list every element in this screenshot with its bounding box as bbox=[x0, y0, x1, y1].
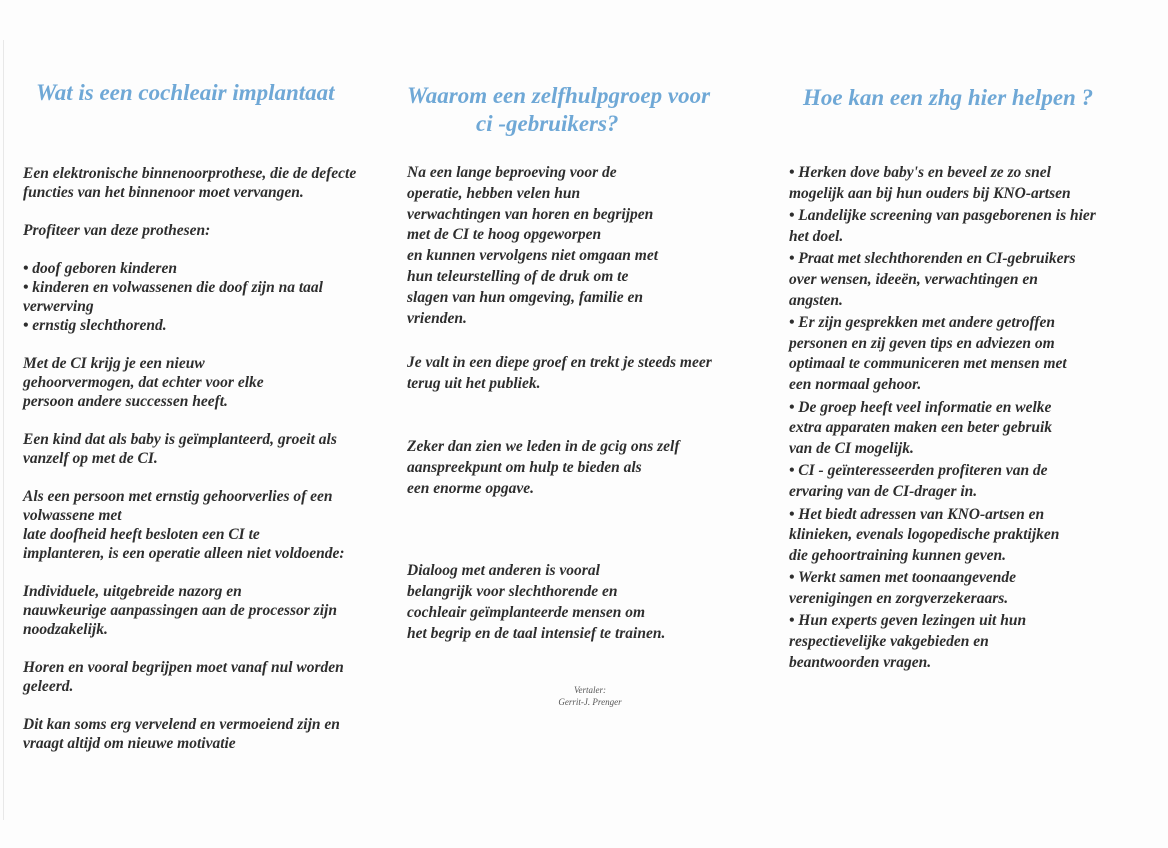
heading-how-zhg-helps: Hoe kan een zhg hier helpen ? bbox=[803, 85, 1094, 110]
paragraph-adult-implant: Als een persoon met ernstig gehoorverlies of een volwassene met late doofheid heeft besloten een CI te implanteren, is een operatie alleen niet voldoende: bbox=[23, 488, 345, 562]
paragraph-new-hearing: Met de CI krijg je een nieuw gehoorvermogen, dat echter voor elke persoon andere successen heeft. bbox=[23, 355, 264, 410]
translator-name: Gerrit-J. Prenger bbox=[558, 697, 622, 707]
translator-label: Vertaler: bbox=[574, 685, 606, 695]
help-bullet-list bbox=[789, 163, 1161, 673]
translator-credit bbox=[500, 684, 680, 708]
paragraph-motivation: Dit kan soms erg vervelend en vermoeiend zijn en vraagt altijd om nieuwe motivatie bbox=[23, 716, 340, 752]
paragraph-definition: Een elektronische binnenoorprothese, die de defecte functies van het binnenoor moet vervangen. bbox=[23, 165, 357, 201]
paragraph-child-implant: Een kind dat als baby is geïmplanteerd, groeit als vanzelf op met de CI. bbox=[23, 431, 337, 467]
paragraph-withdrawal: Je valt in een diepe groef en trekt je steeds meer terug uit het publiek. bbox=[407, 354, 712, 393]
paragraph-learning: Horen en vooral begrijpen moet vanaf nul worden geleerd. bbox=[23, 659, 344, 695]
paragraph-expectations: Na een lange beproeving voor de operatie, hebben velen hun verwachtingen van horen en begrijpen met de CI te hoog opgeworpen en kunnen vervolgens niet omgaan met hun teleurstelling of de druk om te slagen van hun omgeving, familie en vrienden. bbox=[407, 164, 659, 327]
column-1-text bbox=[23, 164, 393, 753]
bullet-recognize-babies: • Herken dove baby's en beveel ze zo snel mogelijk aan bij hun ouders bij KNO-artsen bbox=[789, 164, 1071, 202]
paragraph-gcig-help: Zeker dan zien we leden in de gcig ons zelf aanspreekpunt om hulp te bieden als een enorme opgave. bbox=[407, 437, 680, 497]
bullet-conversations-tips: • Er zijn gesprekken met andere getroffen personen en zij geven tips en adviezen om optimaal te communiceren met mensen met een normaal gehoor. bbox=[789, 314, 1067, 393]
bullet-expert-lectures: • Hun experts geven lezingen uit hun respectievelijke vakgebieden en beantwoorden vragen. bbox=[789, 612, 1027, 671]
bullet-cooperation: • Werkt samen met toonaangevende verenigingen en zorgverzekeraars. bbox=[789, 569, 1017, 607]
bullet-information-devices: • De groep heeft veel informatie en welke extra apparaten maken een beter gebruik van de CI mogelijk. bbox=[789, 398, 1053, 457]
page-edge-shadow bbox=[3, 40, 4, 820]
heading-why-self-help-group-line2: ci -gebruikers? bbox=[476, 111, 619, 136]
paragraph-aftercare: Individuele, uitgebreide nazorg en nauwkeurige aanpassingen aan de processor zijn noodzakelijk. bbox=[23, 583, 337, 638]
bullet-addresses-clinics: • Het biedt adressen van KNO-artsen en klinieken, evenals logopedische praktijken die gehoortraining kunnen geven. bbox=[789, 505, 1060, 564]
paragraph-beneficiaries-intro: Profiteer van deze prothesen: bbox=[23, 222, 211, 239]
list-beneficiaries: • doof geboren kinderen • kinderen en volwassenen die doof zijn na taal verwerving • ernstig slechthorend. bbox=[23, 260, 323, 334]
heading-what-is-ci: Wat is een cochleair implantaat bbox=[36, 80, 335, 105]
heading-why-self-help-group-line1: Waarom een zelfhulpgroep voor bbox=[407, 83, 711, 108]
column-3-text bbox=[789, 163, 1161, 675]
bullet-talk-with-users: • Praat met slechthorenden en CI-gebruikers over wensen, ideeën, verwachtingen en angsten. bbox=[789, 250, 1076, 309]
paragraph-dialogue: Dialoog met anderen is vooral belangrijk voor slechthorende en cochleair geïmplanteerde mensen om het begrip en de taal intensief te trainen. bbox=[407, 562, 666, 642]
bullet-newborn-screening: • Landelijke screening van pasgeborenen is hier het doel. bbox=[789, 207, 1096, 245]
bullet-experience-sharing: • CI - geïnteresseerden profiteren van de ervaring van de CI-drager in. bbox=[789, 462, 1048, 500]
column-2-text bbox=[407, 163, 777, 645]
